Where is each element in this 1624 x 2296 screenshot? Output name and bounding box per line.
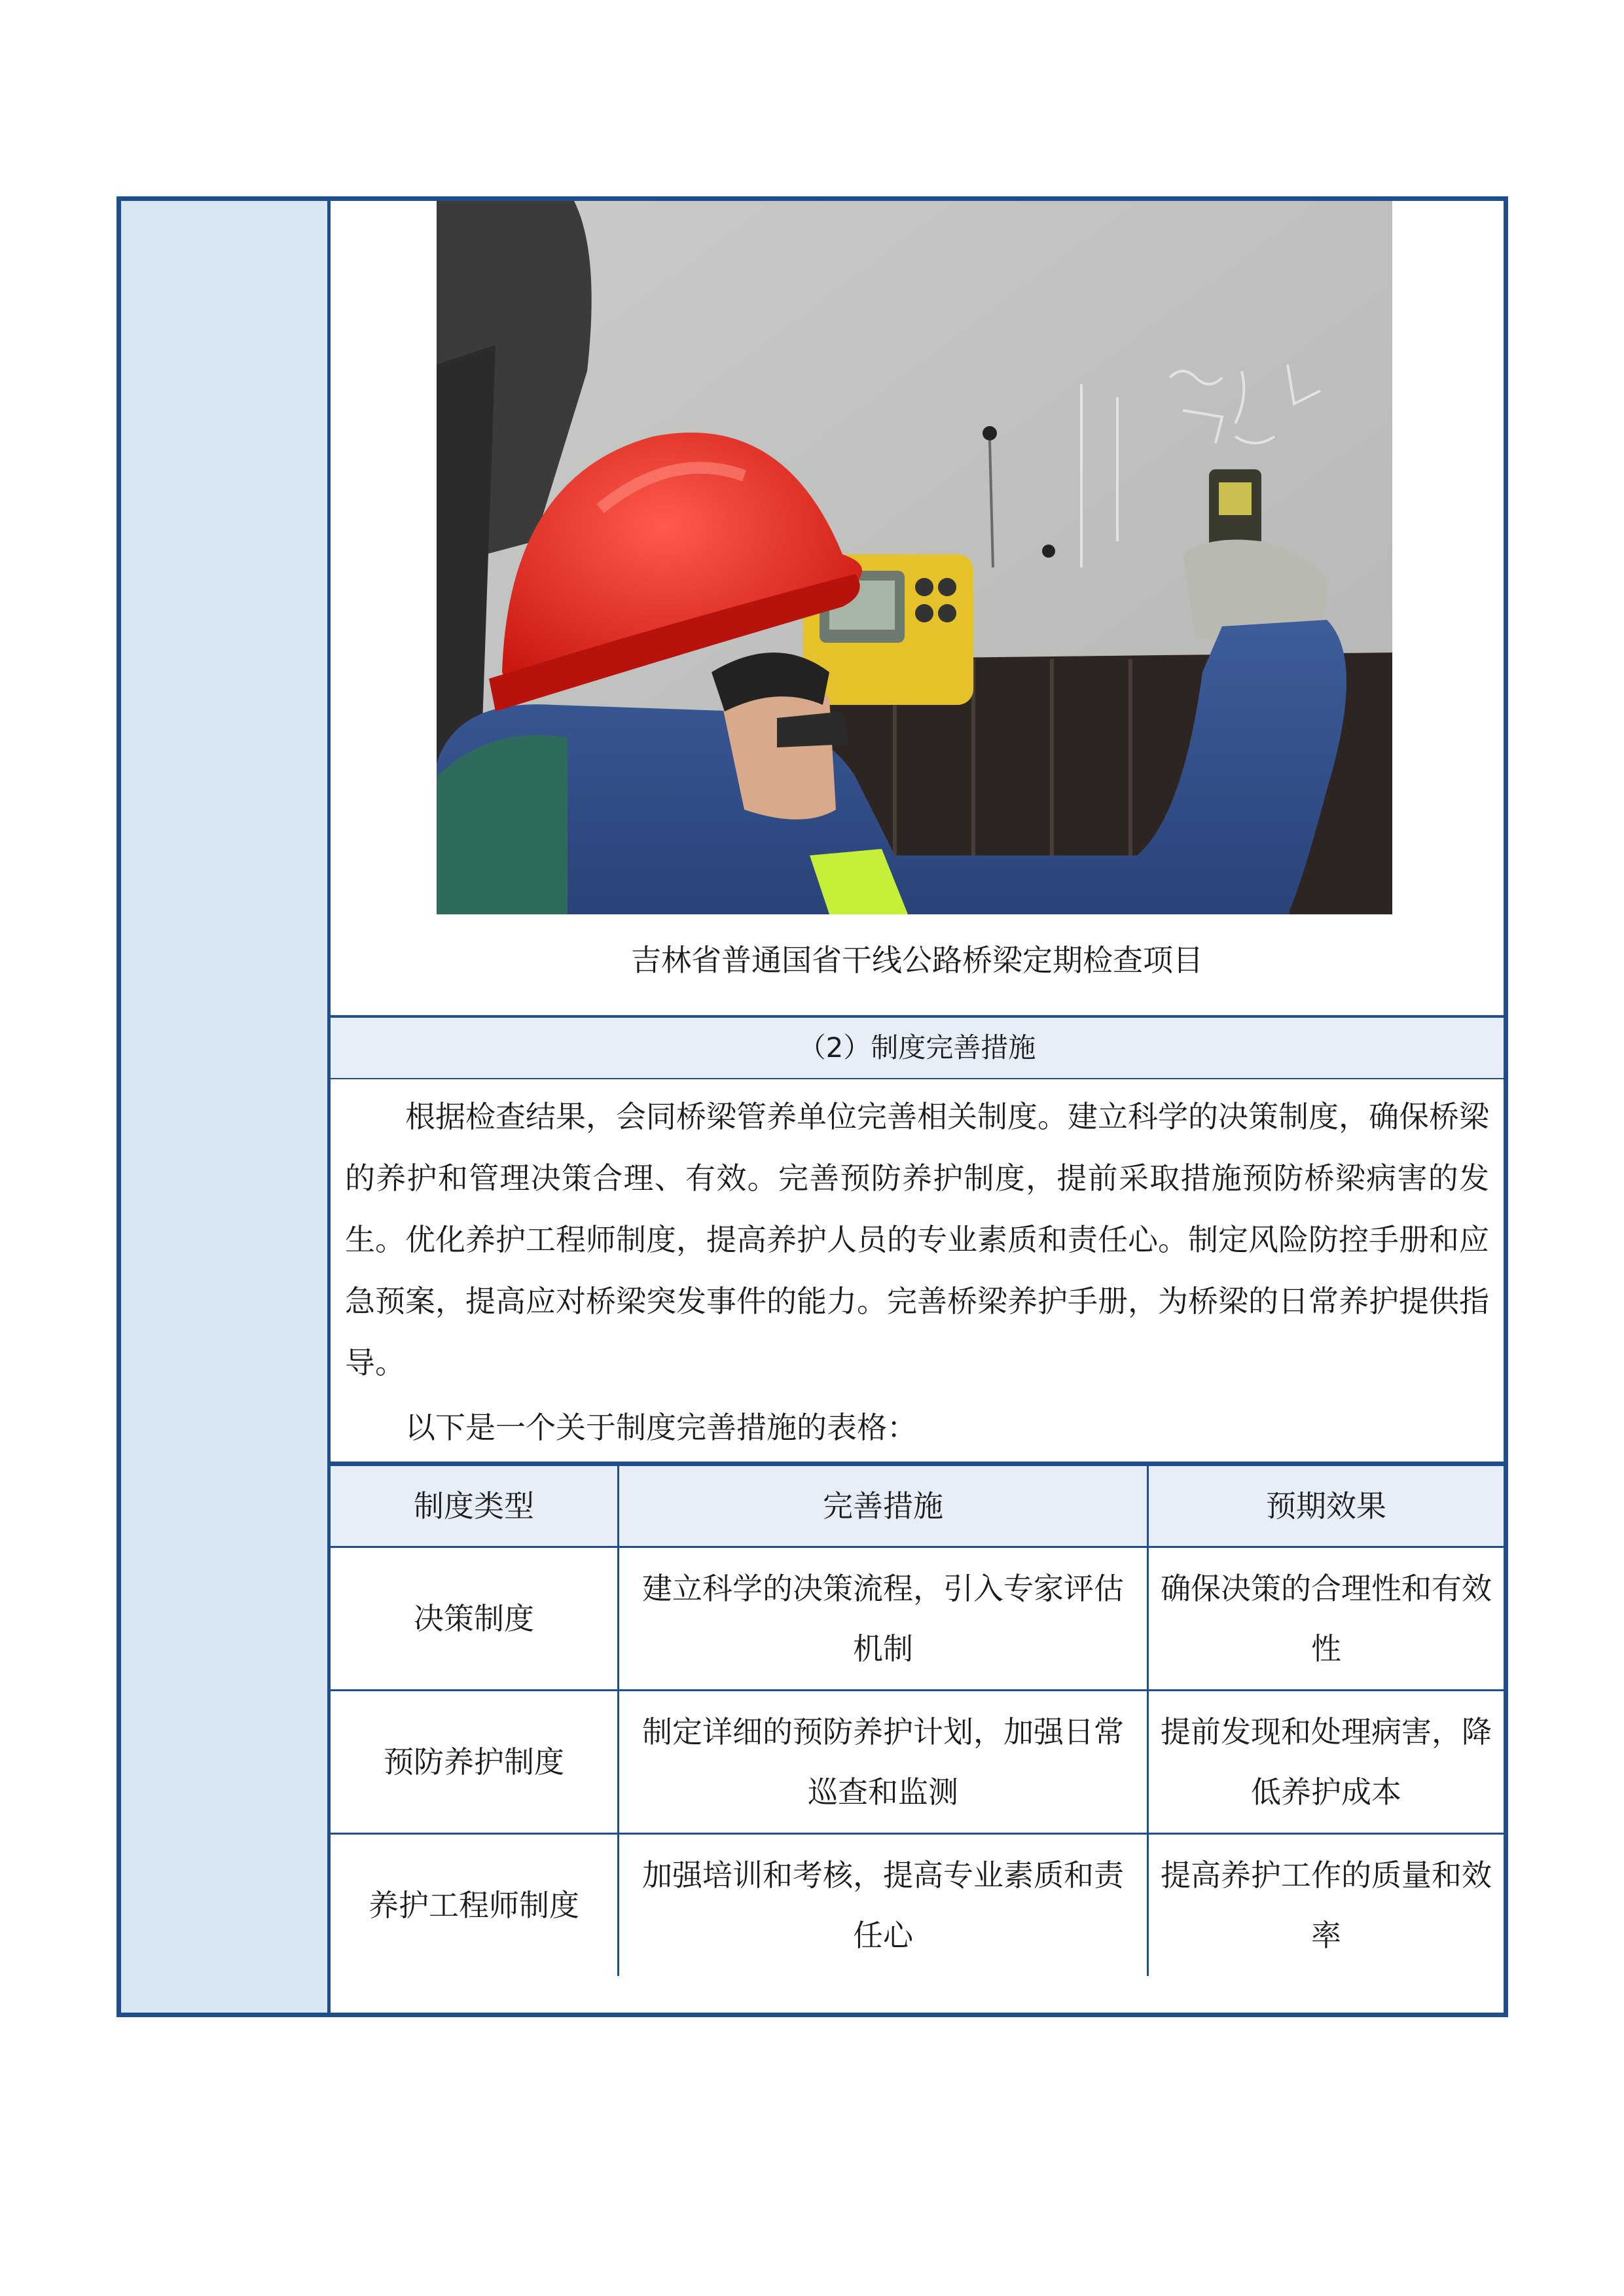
- content-column: [331, 201, 1504, 2013]
- cell-type: 预防养护制度: [331, 1691, 619, 1834]
- left-label-column: [121, 201, 331, 2013]
- cell-effect: 提前发现和处理病害，降低养护成本: [1148, 1691, 1504, 1834]
- section-heading: （2）制度完善措施: [331, 1018, 1504, 1079]
- table-row: [331, 1834, 1504, 1977]
- table-row: [331, 1691, 1504, 1834]
- table-row: [331, 1547, 1504, 1691]
- header-effect: 预期效果: [1148, 1465, 1504, 1547]
- header-type: 制度类型: [331, 1465, 619, 1547]
- header-measures: 完善措施: [619, 1465, 1148, 1547]
- photo-caption: 吉林省普通国省干线公路桥梁定期检查项目: [631, 942, 1203, 978]
- cell-type: 决策制度: [331, 1547, 619, 1691]
- section-paragraph: 根据检查结果，会同桥梁管养单位完善相关制度。建立科学的决策制度，确保桥梁的养护和管理决策合理、有效。完善预防养护制度，提前采取措施预防桥梁病害的发生。优化养护工程师制度，提高养护人员的专业素质和责任心。制定风险防控手册和应急预案，提高应对桥梁突发事件的能力。完善桥梁养护手册，为桥梁的日常养护提供指导。: [345, 1099, 1489, 1380]
- cell-effect: 确保决策的合理性和有效性: [1148, 1547, 1504, 1691]
- table-header-row: [331, 1465, 1504, 1547]
- cell-measures: 建立科学的决策流程，引入专家评估机制: [619, 1547, 1148, 1691]
- inspection-photo: [437, 201, 1392, 914]
- document-frame: [117, 196, 1508, 2017]
- measures-table: [331, 1464, 1504, 1976]
- cell-measures: 加强培训和考核，提高专业素质和责任心: [619, 1834, 1148, 1977]
- table-intro: 以下是一个关于制度完善措施的表格：: [405, 1410, 917, 1445]
- cell-effect: 提高养护工作的质量和效率: [1148, 1834, 1504, 1977]
- cell-type: 养护工程师制度: [331, 1834, 619, 1977]
- inspection-photo-illustration: [437, 201, 1392, 914]
- cell-measures: 制定详细的预防养护计划，加强日常巡查和监测: [619, 1691, 1148, 1834]
